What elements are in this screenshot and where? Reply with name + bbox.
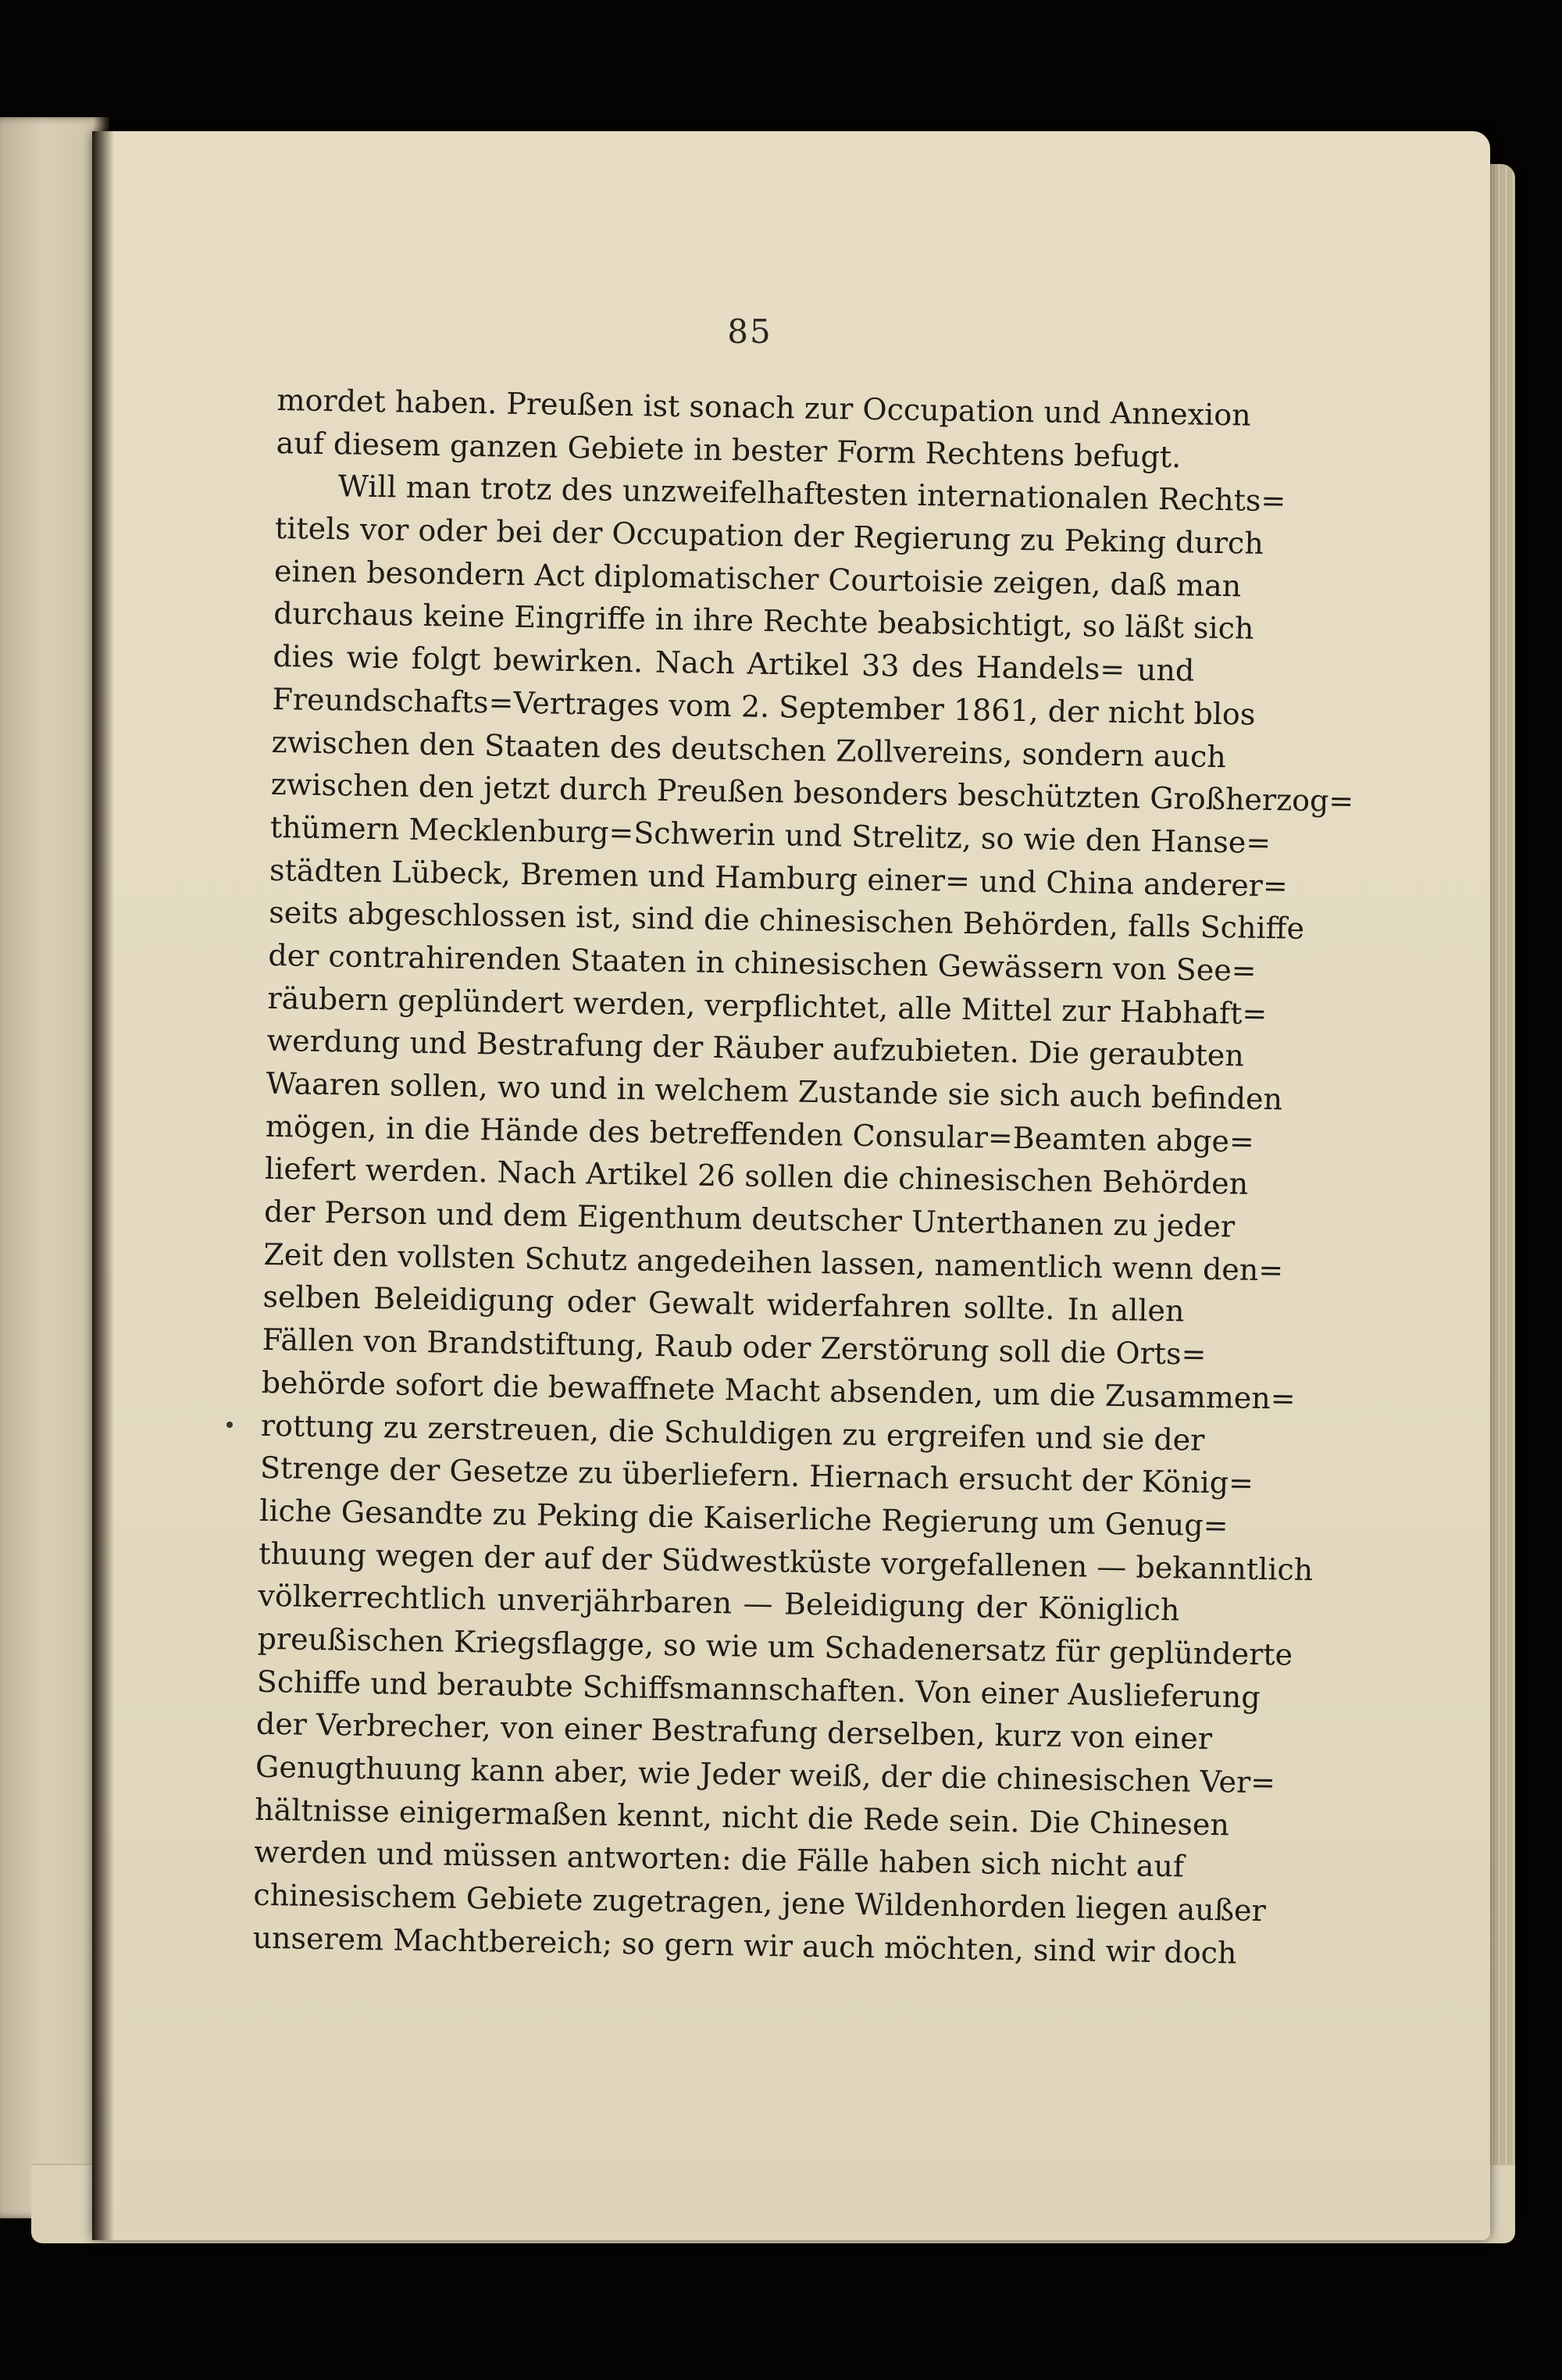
- text-line: einen besondern Act diplomatischer Courtoisie zeigen, daß man: [273, 553, 1242, 604]
- text-line: räubern geplündert werden, verpflichtet, alle Mittel zur Habhaft=: [267, 980, 1268, 1031]
- text-line: liefert werden. Nach Artikel 26 sollen die chinesischen Behörden: [264, 1151, 1249, 1202]
- text-line: werden und müssen antworten: die Fälle haben sich nicht auf: [254, 1835, 1185, 1884]
- text-line: völkerrechtlich unverjährbaren — Beleidigung der Königlich: [258, 1579, 1180, 1628]
- text-line: Genugthuung kann aber, wie Jeder weiß, der die chinesischen Ver=: [255, 1749, 1276, 1800]
- text-line: der Person und dem Eigenthum deutscher Unterthanen zu jeder: [263, 1194, 1236, 1244]
- text-line: liche Gesandte zu Peking die Kaiserliche Regierung um Genug=: [259, 1493, 1229, 1543]
- text-line: Schiffe und beraubte Schiffsmannschaften. Von einer Auslieferung: [256, 1664, 1261, 1715]
- text-line: durchaus keine Eingriffe in ihre Rechte beabsichtigt, so läßt sich: [273, 596, 1254, 647]
- text-line: seits abgeschlossen ist, sind die chinesischen Behörden, falls Schiffe: [268, 895, 1305, 946]
- text-line: der contrahirenden Staaten in chinesischen Gewässern von See=: [268, 937, 1257, 988]
- text-line: unserem Machtbereich; so gern wir auch möchten, sind wir doch: [252, 1920, 1237, 1971]
- text-line: Will man trotz des unzweifelhaftesten internationalen Rechts=: [337, 469, 1286, 519]
- text-line: der Verbrecher, von einer Bestrafung derselben, kurz von einer: [255, 1707, 1213, 1757]
- text-line: behörde sofort die bewaffnete Macht absenden, um die Zusammen=: [261, 1365, 1296, 1416]
- body-text: [252, 379, 1354, 1974]
- text-line: zwischen den jetzt durch Preußen besonders beschützten Großherzog=: [270, 767, 1354, 819]
- text-line: preußischen Kriegsflagge, so wie um Schadenersatz für geplünderte: [257, 1621, 1293, 1672]
- text-line: titels vor oder bei der Occupation der Regierung zu Peking durch: [274, 511, 1264, 561]
- text-line: städten Lübeck, Bremen und Hamburg einer= und China anderer=: [269, 852, 1289, 903]
- text-line: mordet haben. Preußen ist sonach zur Occupation und Annexion: [276, 382, 1251, 433]
- binding-shadow: [92, 131, 114, 2240]
- text-line: Freundschafts=Vertrages vom 2. September 1861, der nicht blos: [272, 681, 1256, 732]
- text-line: Strenge der Gesetze zu überliefern. Hiernach ersucht der König=: [259, 1450, 1254, 1500]
- text-line: Zeit den vollsten Schutz angedeihen lassen, namentlich wenn den=: [263, 1236, 1284, 1288]
- text-line: Waaren sollen, wo und in welchem Zustande sie sich auch befinden: [266, 1065, 1283, 1117]
- text-line: werdung und Bestrafung der Räuber aufzubieten. Die geraubten: [266, 1023, 1245, 1073]
- text-line: Fällen von Brandstiftung, Raub oder Zerstörung soll die Orts=: [262, 1322, 1207, 1372]
- text-line: chinesischem Gebiete zugetragen, jene Wildenhorden liegen außer: [253, 1877, 1267, 1929]
- text-line: auf diesem ganzen Gebiete in bester Form Rechtens befugt.: [276, 425, 1182, 474]
- page-number: 85: [727, 312, 772, 351]
- ink-speck: [226, 1422, 233, 1428]
- text-line: selben Beleidigung oder Gewalt widerfahren sollte. In allen: [262, 1279, 1185, 1329]
- text-line: thuung wegen der auf der Südwestküste vorgefallenen — bekanntlich: [259, 1536, 1314, 1587]
- text-line: hältnisse einigermaßen kennt, nicht die Rede sein. Die Chinesen: [254, 1792, 1230, 1843]
- text-line: mögen, in die Hände des betreffenden Consular=Beamten abge=: [265, 1108, 1255, 1159]
- text-line: dies wie folgt bewirken. Nach Artikel 33 des Handels= und: [273, 639, 1195, 688]
- text-line: zwischen den Staaten des deutschen Zollvereins, sondern auch: [271, 724, 1227, 774]
- text-line: rottung zu zerstreuen, die Schuldigen zu ergreifen und sie der: [260, 1408, 1205, 1458]
- text-line: thümern Mecklenburg=Schwerin und Strelitz, so wie den Hanse=: [269, 809, 1271, 860]
